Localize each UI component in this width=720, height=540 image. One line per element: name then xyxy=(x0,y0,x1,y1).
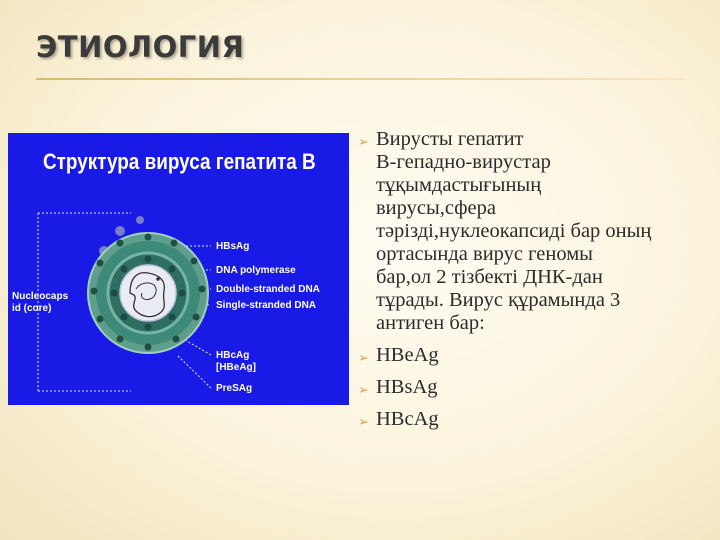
arrow-bullet-icon: ➢ xyxy=(358,351,369,366)
label-hbsag: HBsAg xyxy=(216,241,250,252)
bullet-line: антиген бар: xyxy=(376,312,485,334)
bullet-line: тәрізді,нуклеокапсиді бар оның xyxy=(376,220,652,242)
bullet-list xyxy=(358,128,716,440)
bullet-line: HBcAg xyxy=(376,408,439,430)
label-dna-polymerase: DNA polymerase xyxy=(216,265,296,276)
label-core: id (core) xyxy=(12,303,52,314)
label-hbeag: [HBeAg] xyxy=(216,362,256,373)
label-hbcag: HBcAg xyxy=(216,350,250,361)
bullet-line: HBeAg xyxy=(376,344,439,366)
label-nucleocapsid: Nucleocaps xyxy=(12,291,69,302)
title-divider xyxy=(36,78,686,80)
list-item xyxy=(358,128,716,335)
bullet-line: ортасында вирус геномы xyxy=(376,243,593,265)
bullet-line: HBsAg xyxy=(376,376,438,398)
bullet-line: тұрады. Вирус құрамында 3 xyxy=(376,289,621,311)
label-presag: PreSAg xyxy=(216,383,253,394)
label-single-stranded-dna: Single-stranded DNA xyxy=(216,300,317,311)
list-item xyxy=(358,376,716,399)
arrow-bullet-icon: ➢ xyxy=(358,383,369,398)
bullet-line: вирусы,сфера xyxy=(376,197,496,219)
bullet-line: тұқымдастығының xyxy=(376,174,542,196)
slide-title: ЭТИОЛОГИЯ xyxy=(36,30,245,64)
hbv-structure-figure xyxy=(8,133,349,405)
bullet-line: В-гепадно-вирустар xyxy=(376,151,551,173)
bullet-line: Вирусты гепатит xyxy=(376,128,524,150)
arrow-bullet-icon: ➢ xyxy=(358,135,369,150)
bullet-line: бар,ол 2 тізбекті ДНК-дан xyxy=(376,266,603,288)
list-item xyxy=(358,344,716,367)
figure-title: Структура вируса гепатита В xyxy=(43,149,316,174)
arrow-bullet-icon: ➢ xyxy=(358,415,369,430)
label-double-stranded-dna: Double-stranded DNA xyxy=(216,284,320,295)
list-item xyxy=(358,408,716,431)
